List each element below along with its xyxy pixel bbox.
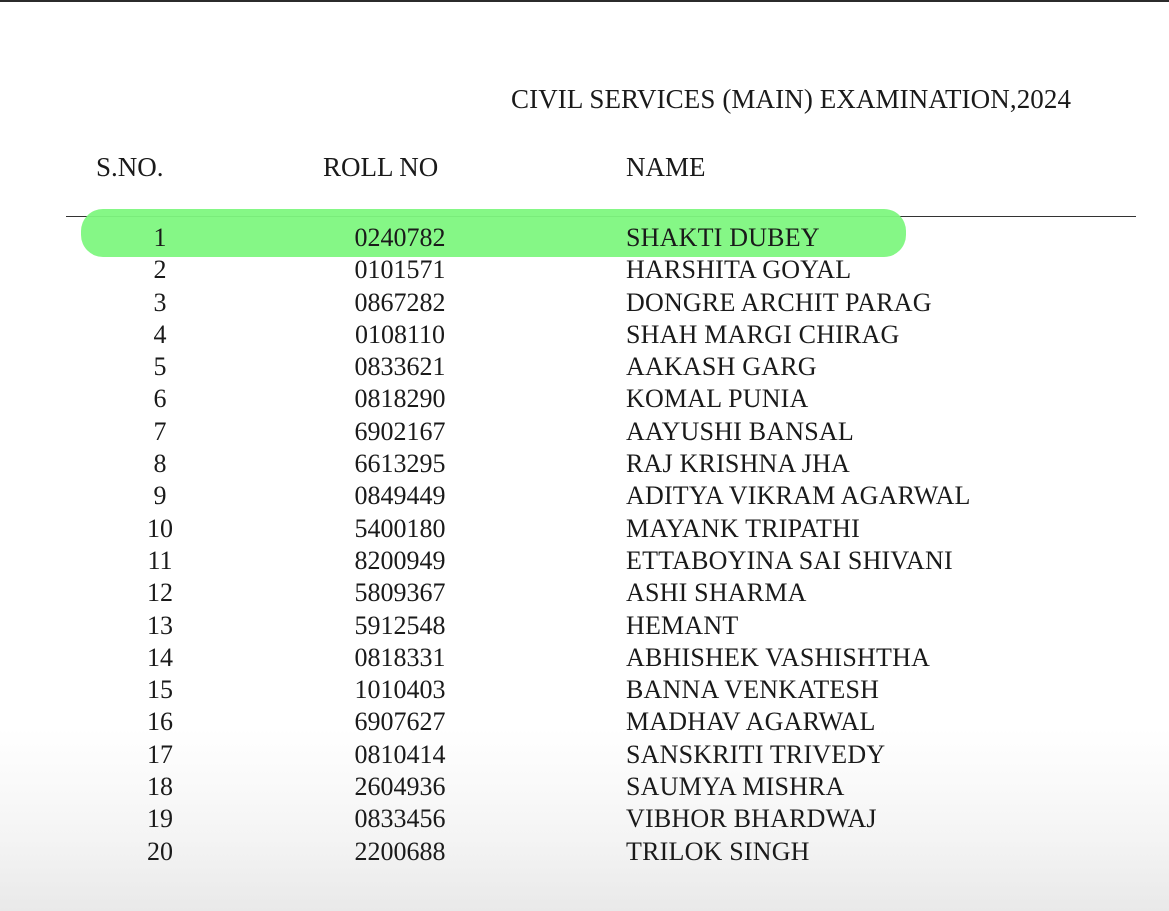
sno-cell: 6 xyxy=(153,384,167,414)
sno-cell: 14 xyxy=(147,642,173,672)
sno-cell: 16 xyxy=(147,707,173,737)
roll-no-cell: 0849449 xyxy=(354,481,446,511)
sno-cell: 4 xyxy=(153,319,167,349)
roll-no-cell: 6902167 xyxy=(354,416,446,446)
sno-cell: 18 xyxy=(147,772,173,802)
roll-no-cell: 1010403 xyxy=(354,675,446,705)
results-table-body xyxy=(0,222,1169,868)
roll-no-cell: 0818290 xyxy=(354,384,446,414)
name-cell: TRILOK SINGH xyxy=(626,836,810,866)
column-header-name: NAME xyxy=(626,152,706,182)
sno-cell: 10 xyxy=(147,513,173,543)
table-row xyxy=(0,254,1169,286)
sno-cell: 19 xyxy=(147,804,173,834)
sno-cell: 5 xyxy=(153,352,167,382)
roll-no-cell: 8200949 xyxy=(354,545,446,575)
table-row xyxy=(0,416,1169,448)
table-row xyxy=(0,319,1169,351)
table-row xyxy=(0,448,1169,480)
column-header-roll-no: ROLL NO xyxy=(323,152,439,182)
name-cell: ASHI SHARMA xyxy=(626,578,807,608)
table-row xyxy=(0,803,1169,835)
name-cell: RAJ KRISHNA JHA xyxy=(626,449,851,479)
sno-cell: 7 xyxy=(153,416,167,446)
name-cell: MAYANK TRIPATHI xyxy=(626,513,860,543)
sno-cell: 2 xyxy=(153,255,167,285)
sno-cell: 11 xyxy=(147,545,173,575)
table-row xyxy=(0,577,1169,609)
table-row xyxy=(0,739,1169,771)
document-title: CIVIL SERVICES (MAIN) EXAMINATION,2024 xyxy=(511,84,1072,114)
sno-cell: 15 xyxy=(147,675,173,705)
sno-cell: 1 xyxy=(153,223,167,252)
table-row xyxy=(0,610,1169,642)
roll-no-cell: 0818331 xyxy=(354,642,446,672)
table-row xyxy=(0,674,1169,706)
roll-no-cell: 0108110 xyxy=(354,319,446,349)
roll-no-cell: 6907627 xyxy=(354,707,446,737)
name-cell: DONGRE ARCHIT PARAG xyxy=(626,287,932,317)
sno-cell: 13 xyxy=(147,610,173,640)
table-row xyxy=(0,287,1169,319)
name-cell: KOMAL PUNIA xyxy=(626,384,809,414)
roll-no-cell: 5912548 xyxy=(354,610,446,640)
sno-cell: 3 xyxy=(153,287,167,317)
name-cell: SAUMYA MISHRA xyxy=(626,772,845,802)
name-cell: ABHISHEK VASHISHTHA xyxy=(626,642,931,672)
name-cell: BANNA VENKATESH xyxy=(626,675,880,705)
table-row xyxy=(0,351,1169,383)
table-row xyxy=(0,642,1169,674)
name-cell: AAKASH GARG xyxy=(626,352,817,382)
roll-no-cell: 0240782 xyxy=(354,223,446,252)
name-cell: SHAH MARGI CHIRAG xyxy=(626,319,900,349)
table-row xyxy=(0,222,1169,254)
roll-no-cell: 0810414 xyxy=(354,739,446,769)
table-row xyxy=(0,545,1169,577)
roll-no-cell: 5809367 xyxy=(354,578,446,608)
roll-no-cell: 5400180 xyxy=(354,513,446,543)
table-row xyxy=(0,480,1169,512)
name-cell: HEMANT xyxy=(626,610,739,640)
name-cell: HARSHITA GOYAL xyxy=(626,255,852,285)
sno-cell: 20 xyxy=(147,836,173,866)
table-row xyxy=(0,771,1169,803)
column-header-sno: S.NO. xyxy=(96,152,164,182)
sno-cell: 8 xyxy=(153,449,167,479)
roll-no-cell: 6613295 xyxy=(354,449,446,479)
table-row xyxy=(0,513,1169,545)
roll-no-cell: 0101571 xyxy=(354,255,446,285)
sno-cell: 12 xyxy=(147,578,173,608)
sno-cell: 9 xyxy=(153,481,167,511)
name-cell: SHAKTI DUBEY xyxy=(626,223,820,252)
table-row xyxy=(0,383,1169,415)
top-border-line xyxy=(0,0,1169,2)
sno-cell: 17 xyxy=(147,739,173,769)
name-cell: SANSKRITI TRIVEDY xyxy=(626,739,886,769)
roll-no-cell: 0867282 xyxy=(354,287,446,317)
roll-no-cell: 2604936 xyxy=(354,772,446,802)
roll-no-cell: 0833456 xyxy=(354,804,446,834)
name-cell: ETTABOYINA SAI SHIVANI xyxy=(626,545,953,575)
name-cell: ADITYA VIKRAM AGARWAL xyxy=(626,481,971,511)
name-cell: VIBHOR BHARDWAJ xyxy=(626,804,877,834)
roll-no-cell: 2200688 xyxy=(354,836,446,866)
name-cell: MADHAV AGARWAL xyxy=(626,707,876,737)
name-cell: AAYUSHI BANSAL xyxy=(626,416,854,446)
roll-no-cell: 0833621 xyxy=(354,352,446,382)
table-row xyxy=(0,706,1169,738)
table-row xyxy=(0,836,1169,868)
